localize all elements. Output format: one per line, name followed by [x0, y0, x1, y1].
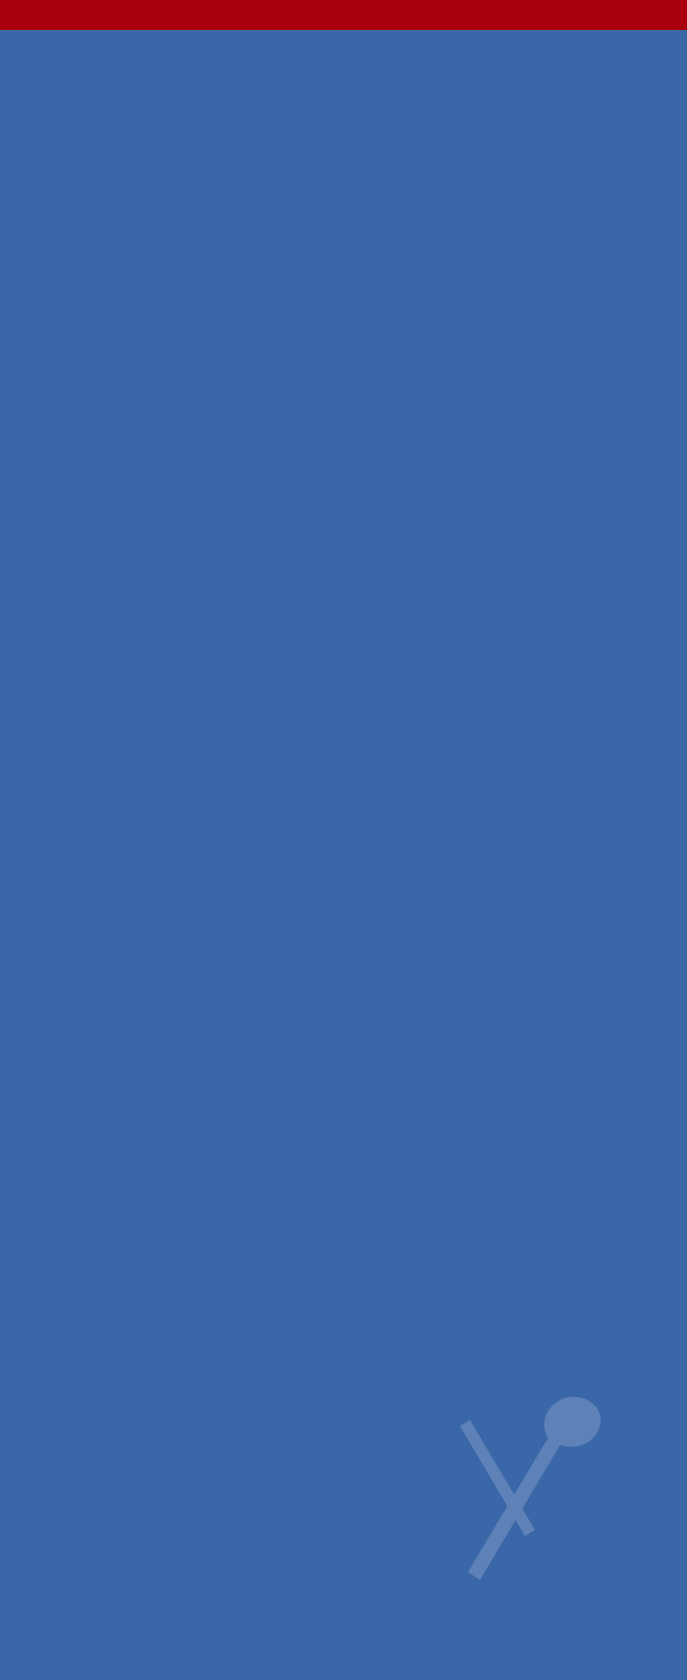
gyro-combo-desc [0, 1214, 687, 1230]
gyro-desc2 [0, 1182, 687, 1198]
watermark-spoon-icon [468, 1397, 601, 1580]
gyro-combo-row [0, 1198, 687, 1214]
sticks-row [0, 970, 687, 986]
wings-row [0, 954, 687, 970]
gyro-desc1 [0, 1166, 687, 1182]
watermark-logo [440, 1380, 660, 1640]
watermark-fork-icon [460, 1420, 535, 1536]
cheese-bread-desc [0, 1018, 687, 1034]
gyro-row [0, 1150, 687, 1166]
garlic-bread-row [0, 986, 687, 1002]
quesadilla-row [0, 1034, 687, 1050]
menu-banner [0, 0, 687, 30]
cheese-bread-row [0, 1002, 687, 1018]
